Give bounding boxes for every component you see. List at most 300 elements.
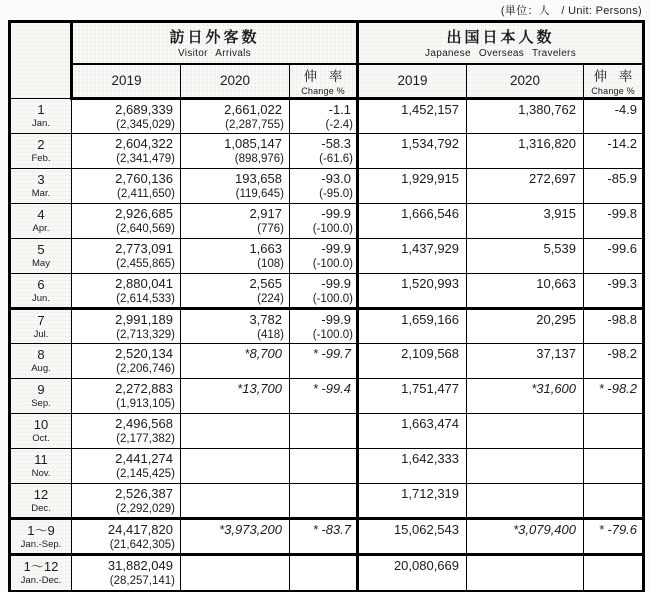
- value-main: 2,661,022: [224, 102, 282, 117]
- visitor-change-cell: [290, 555, 358, 592]
- value-main: -58.3: [321, 136, 352, 151]
- month-cell: [10, 379, 72, 414]
- value-main: -4.9: [614, 102, 638, 117]
- value-sub: [467, 222, 583, 236]
- month-number: 12: [33, 486, 49, 502]
- visitor-change-cell: [290, 204, 358, 239]
- value-sub: [584, 257, 642, 271]
- value-main: -99.9: [321, 276, 352, 291]
- value-sub: [467, 467, 583, 481]
- visitor-change-cell: [290, 274, 358, 309]
- value-main: [290, 556, 356, 574]
- value-sub: [584, 118, 642, 132]
- value-main: 2,991,189: [115, 312, 173, 327]
- value-main: *3,973,200: [219, 522, 282, 537]
- value-main: [181, 414, 289, 432]
- value-sub: [359, 187, 466, 201]
- value-sub: [359, 432, 466, 446]
- value-sub: (-100.0): [312, 223, 354, 235]
- visitor-2019-cell: [72, 204, 181, 239]
- month-cell: [10, 555, 72, 592]
- value-main: [584, 484, 642, 502]
- visitor-change-header-jp: 伸 率: [303, 69, 347, 85]
- value-sub: [467, 432, 583, 446]
- value-sub: (2,292,029): [116, 503, 175, 515]
- value-main: 2,565: [249, 276, 282, 291]
- value-main: 2,496,568: [115, 416, 173, 431]
- value-sub: [290, 362, 356, 376]
- japanese-2020-cell: [467, 204, 584, 239]
- value-sub: (-100.0): [312, 293, 354, 305]
- month-number: 1～9: [27, 522, 55, 538]
- visitor-2019-cell: [72, 414, 181, 449]
- table-row: [10, 309, 644, 344]
- value-sub: [584, 432, 642, 446]
- visitor-2019-cell: [72, 309, 181, 344]
- month-number: 1～12: [23, 559, 59, 574]
- value-sub: [584, 502, 642, 516]
- value-sub: (2,614,533): [116, 293, 175, 305]
- japanese-change-header-en: Change %: [591, 86, 635, 97]
- value-main: 1,751,477: [401, 381, 460, 396]
- value-main: 1,929,915: [401, 171, 460, 186]
- value-sub: [467, 328, 583, 342]
- month-cell: [10, 484, 72, 519]
- value-main: 5,539: [543, 241, 577, 256]
- value-main: * -83.7: [312, 522, 352, 537]
- value-main: 2,773,091: [115, 241, 173, 256]
- visitor-2020-header: 2020: [181, 64, 290, 99]
- visitor-2019-cell: [72, 239, 181, 274]
- value-sub: [467, 574, 583, 588]
- value-main: [181, 449, 289, 467]
- japanese-2019-cell: [358, 274, 467, 309]
- value-sub: [467, 118, 583, 132]
- month-number: 7: [37, 312, 45, 328]
- month-cell: [10, 344, 72, 379]
- visitor-2020-cell: [181, 169, 290, 204]
- visitor-2020-cell: [181, 344, 290, 379]
- month-cell: [10, 519, 72, 555]
- japanese-2020-cell: [467, 99, 584, 134]
- value-sub: (2,177,382): [116, 433, 175, 445]
- value-sub: [181, 502, 289, 516]
- value-sub: (21,642,305): [109, 539, 175, 551]
- month-abbr: Jul.: [33, 328, 49, 340]
- value-sub: [467, 292, 583, 306]
- value-sub: [181, 538, 289, 552]
- value-sub: [359, 292, 466, 306]
- japanese-title-jp: 出国日本人数: [446, 29, 555, 47]
- value-main: 272,697: [529, 171, 577, 186]
- japanese-change-cell: [584, 309, 644, 344]
- value-sub: (2,206,746): [116, 363, 175, 375]
- japanese-2019-cell: [358, 414, 467, 449]
- value-sub: [584, 187, 642, 201]
- value-main: [181, 484, 289, 502]
- unit-note: (単位：人 / Unit: Persons): [500, 5, 642, 17]
- month-abbr: Nov.: [31, 468, 51, 479]
- japanese-change-cell: [584, 379, 644, 414]
- visitor-change-cell: [290, 344, 358, 379]
- japanese-2020-cell: [467, 379, 584, 414]
- value-sub: [359, 502, 466, 516]
- value-sub: (28,257,141): [109, 575, 175, 587]
- table-row: [10, 169, 644, 204]
- value-main: 1,663: [249, 241, 282, 256]
- visitor-2019-cell: [72, 169, 181, 204]
- value-sub: [584, 362, 642, 376]
- value-sub: [359, 397, 466, 411]
- value-main: -99.9: [321, 206, 352, 221]
- value-sub: [467, 362, 583, 376]
- value-main: 3,782: [249, 312, 282, 327]
- value-sub: (-61.6): [319, 153, 354, 165]
- value-main: -85.9: [607, 171, 638, 186]
- value-sub: [181, 397, 289, 411]
- month-abbr: Apr.: [32, 223, 50, 234]
- month-number: 6: [37, 276, 45, 292]
- visitor-2020-cell: [181, 449, 290, 484]
- visitor-change-cell: [290, 99, 358, 134]
- value-main: 2,760,136: [115, 171, 173, 186]
- month-abbr: Dec.: [31, 502, 51, 514]
- month-number: 11: [34, 452, 48, 467]
- month-cell: [10, 134, 72, 169]
- month-cell: [10, 414, 72, 449]
- visitor-2019-cell: [72, 274, 181, 309]
- value-main: [467, 484, 583, 502]
- month-abbr: Aug.: [31, 363, 51, 374]
- value-sub: (2,411,650): [117, 188, 175, 200]
- visitor-2019-cell: [72, 484, 181, 519]
- value-sub: [584, 574, 642, 588]
- value-main: [290, 449, 356, 467]
- visitor-change-cell: [290, 414, 358, 449]
- value-main: *13,700: [237, 381, 282, 396]
- visitor-change-cell: [290, 519, 358, 555]
- table-row: [10, 555, 644, 592]
- value-main: -99.3: [607, 276, 638, 291]
- japanese-title-en: Japanese Overseas Travelers: [425, 48, 576, 60]
- month-cell: [10, 274, 72, 309]
- japanese-2020-cell: [467, 344, 584, 379]
- month-number: 9: [37, 382, 45, 397]
- value-main: -99.9: [321, 241, 352, 256]
- value-sub: [467, 187, 583, 201]
- visitor-2020-cell: [181, 379, 290, 414]
- japanese-2019-cell: [358, 519, 467, 555]
- table-body: [10, 99, 644, 592]
- value-main: 1,085,147: [224, 136, 282, 151]
- value-main: [584, 449, 642, 467]
- value-sub: [290, 432, 356, 446]
- japanese-2020-cell: [467, 239, 584, 274]
- table-row: [10, 239, 644, 274]
- value-sub: (-95.0): [319, 188, 354, 200]
- visitor-change-cell: [290, 169, 358, 204]
- table-row: [10, 204, 644, 239]
- value-sub: [584, 467, 642, 481]
- value-sub: [359, 362, 466, 376]
- value-main: -93.0: [321, 171, 352, 186]
- japanese-change-cell: [584, 169, 644, 204]
- visitor-2020-cell: [181, 239, 290, 274]
- value-main: -98.8: [607, 312, 638, 327]
- month-number: 3: [37, 172, 45, 187]
- value-sub: [290, 502, 356, 516]
- value-main: 2,109,568: [401, 346, 460, 361]
- value-main: * -79.6: [598, 522, 638, 537]
- japanese-change-cell: [584, 99, 644, 134]
- value-main: 31,882,049: [107, 558, 173, 573]
- value-main: *31,600: [531, 381, 577, 396]
- value-sub: [359, 538, 466, 552]
- month-cell: [10, 169, 72, 204]
- visitor-change-cell: [290, 309, 358, 344]
- value-main: -99.8: [607, 206, 638, 221]
- value-sub: [290, 574, 356, 588]
- value-main: [584, 556, 642, 574]
- value-sub: [359, 222, 466, 236]
- value-sub: (2,341,479): [116, 153, 175, 165]
- value-sub: [584, 152, 642, 166]
- japanese-change-cell: [584, 204, 644, 239]
- value-sub: [584, 222, 642, 236]
- value-main: 2,441,274: [115, 451, 173, 466]
- value-main: 15,062,543: [393, 522, 460, 537]
- value-main: 193,658: [235, 171, 282, 186]
- table-row: [10, 99, 644, 134]
- japanese-change-cell: [584, 449, 644, 484]
- visitor-2019-header: 2019: [72, 64, 181, 99]
- japanese-change-cell: [584, 134, 644, 169]
- japanese-2020-cell: [467, 134, 584, 169]
- month-cell: [10, 99, 72, 134]
- value-main: -99.9: [321, 312, 352, 327]
- value-sub: (108): [257, 258, 284, 270]
- month-abbr: Oct.: [32, 433, 50, 444]
- value-sub: [467, 257, 583, 271]
- month-abbr: Jan.-Sep.: [20, 538, 62, 550]
- value-main: [290, 484, 356, 502]
- value-sub: (898,976): [234, 153, 284, 165]
- value-main: 1,663,474: [401, 416, 460, 431]
- japanese-2019-cell: [358, 449, 467, 484]
- value-main: 2,526,387: [115, 486, 173, 501]
- column-header-row: [10, 64, 644, 99]
- visitor-2020-cell: [181, 484, 290, 519]
- month-abbr: May: [32, 258, 50, 269]
- value-main: 10,663: [536, 276, 577, 291]
- japanese-2019-header: 2019: [358, 64, 467, 99]
- visitor-change-cell: [290, 449, 358, 484]
- value-sub: [290, 467, 356, 481]
- month-cell: [10, 204, 72, 239]
- value-sub: [290, 397, 356, 411]
- value-main: 2,926,685: [115, 206, 173, 221]
- japanese-2019-cell: [358, 239, 467, 274]
- month-abbr: Sep.: [31, 398, 51, 409]
- japanese-2020-cell: [467, 414, 584, 449]
- value-sub: [467, 538, 583, 552]
- value-sub: (119,645): [235, 188, 284, 200]
- visitor-2019-cell: [72, 379, 181, 414]
- value-main: [467, 414, 583, 432]
- japanese-panel-title: [358, 22, 644, 64]
- visitor-2020-cell: [181, 414, 290, 449]
- value-sub: (418): [257, 329, 284, 341]
- value-sub: [181, 574, 289, 588]
- month-abbr: Jan.: [32, 118, 50, 129]
- value-sub: [359, 328, 466, 342]
- value-main: -1.1: [328, 102, 352, 117]
- value-sub: [359, 467, 466, 481]
- value-sub: (2,640,569): [116, 223, 175, 235]
- japanese-2019-cell: [358, 169, 467, 204]
- japanese-2019-cell: [358, 99, 467, 134]
- value-main: 2,272,883: [115, 381, 173, 396]
- japanese-2020-cell: [467, 519, 584, 555]
- month-abbr: Mar.: [31, 188, 51, 199]
- value-sub: [359, 152, 466, 166]
- value-sub: [181, 432, 289, 446]
- visitor-2019-cell: [72, 134, 181, 169]
- value-main: 2,689,339: [115, 102, 173, 117]
- visitor-2019-cell: [72, 449, 181, 484]
- month-abbr: Feb.: [31, 153, 51, 164]
- visitor-2019-cell: [72, 344, 181, 379]
- value-sub: (2,455,865): [116, 258, 175, 270]
- panel-title-row: [10, 22, 644, 64]
- value-sub: [181, 362, 289, 376]
- japanese-2020-header: 2020: [467, 64, 584, 99]
- month-number: 8: [37, 347, 45, 362]
- value-sub: (-2.4): [325, 119, 354, 131]
- value-sub: [584, 538, 642, 552]
- month-abbr: Jan.-Dec.: [20, 575, 62, 586]
- visitor-2020-cell: [181, 309, 290, 344]
- value-sub: [584, 397, 642, 411]
- japanese-change-cell: [584, 519, 644, 555]
- visitor-title-en: Visitor Arrivals: [178, 48, 251, 60]
- value-sub: [584, 292, 642, 306]
- table-row: [10, 274, 644, 309]
- visitor-2020-cell: [181, 204, 290, 239]
- month-number: 1: [37, 102, 45, 117]
- value-main: -14.2: [607, 136, 638, 151]
- value-sub: [181, 467, 289, 481]
- month-number: 2: [37, 137, 45, 152]
- value-sub: [584, 328, 642, 342]
- value-sub: (2,345,029): [116, 119, 175, 131]
- japanese-2019-cell: [358, 555, 467, 592]
- value-sub: (-100.0): [312, 329, 354, 341]
- value-sub: [467, 397, 583, 411]
- value-main: [290, 414, 356, 432]
- visitor-2020-cell: [181, 555, 290, 592]
- japanese-change-cell: [584, 555, 644, 592]
- value-main: [584, 414, 642, 432]
- value-main: [467, 449, 583, 467]
- japanese-change-header: [584, 64, 644, 99]
- japanese-2020-cell: [467, 169, 584, 204]
- month-cell: [10, 309, 72, 344]
- table-row: [10, 449, 644, 484]
- table-row: [10, 344, 644, 379]
- visitor-title-jp: 訪日外客数: [169, 29, 260, 47]
- table-row: [10, 414, 644, 449]
- value-sub: (2,145,425): [116, 468, 175, 480]
- value-sub: (-100.0): [312, 258, 354, 270]
- table-row: [10, 379, 644, 414]
- value-main: 20,080,669: [393, 558, 460, 573]
- corner-cell: [10, 22, 72, 99]
- value-sub: (2,713,329): [116, 329, 175, 341]
- month-abbr: Jun.: [32, 292, 50, 304]
- visitor-change-header-en: Change %: [301, 86, 345, 97]
- value-main: 1,659,166: [401, 312, 460, 327]
- value-main: 37,137: [536, 346, 577, 361]
- visitor-2019-cell: [72, 99, 181, 134]
- japanese-2019-cell: [358, 134, 467, 169]
- value-main: 1,520,993: [401, 276, 460, 291]
- value-main: * -98.2: [598, 381, 638, 396]
- value-main: 1,666,546: [401, 206, 460, 221]
- visitor-change-cell: [290, 239, 358, 274]
- value-main: [467, 556, 583, 574]
- japanese-change-cell: [584, 344, 644, 379]
- visitor-2020-cell: [181, 274, 290, 309]
- visitor-change-header: [290, 64, 358, 99]
- value-main: 1,452,157: [401, 102, 460, 117]
- value-main: *8,700: [244, 346, 282, 361]
- japanese-2020-cell: [467, 555, 584, 592]
- value-main: *3,079,400: [513, 522, 577, 537]
- visitor-change-cell: [290, 484, 358, 519]
- value-main: 24,417,820: [107, 522, 173, 537]
- japanese-2019-cell: [358, 484, 467, 519]
- value-main: * -99.7: [312, 346, 352, 361]
- japanese-2019-cell: [358, 204, 467, 239]
- table-row: [10, 134, 644, 169]
- value-main: 1,380,762: [518, 102, 577, 117]
- visitor-change-cell: [290, 379, 358, 414]
- month-number: 5: [37, 242, 45, 257]
- visitor-2020-cell: [181, 134, 290, 169]
- value-main: -98.2: [607, 346, 638, 361]
- value-sub: (224): [257, 293, 284, 305]
- table-row: [10, 519, 644, 555]
- value-main: 1,316,820: [518, 136, 577, 151]
- value-sub: (1,913,105): [116, 398, 175, 410]
- value-sub: [467, 502, 583, 516]
- value-main: * -99.4: [312, 381, 352, 396]
- table-row: [10, 484, 644, 519]
- value-main: 2,520,134: [115, 346, 173, 361]
- value-main: 2,880,041: [115, 276, 173, 291]
- value-main: 20,295: [536, 312, 577, 327]
- month-cell: [10, 449, 72, 484]
- value-main: 1,712,319: [401, 486, 460, 501]
- japanese-change-cell: [584, 484, 644, 519]
- japanese-change-header-jp: 伸 率: [593, 69, 637, 85]
- month-number: 4: [37, 207, 45, 222]
- value-main: 1,642,333: [401, 451, 460, 466]
- visitor-2019-cell: [72, 555, 181, 592]
- visitor-2020-cell: [181, 519, 290, 555]
- value-sub: [359, 574, 466, 588]
